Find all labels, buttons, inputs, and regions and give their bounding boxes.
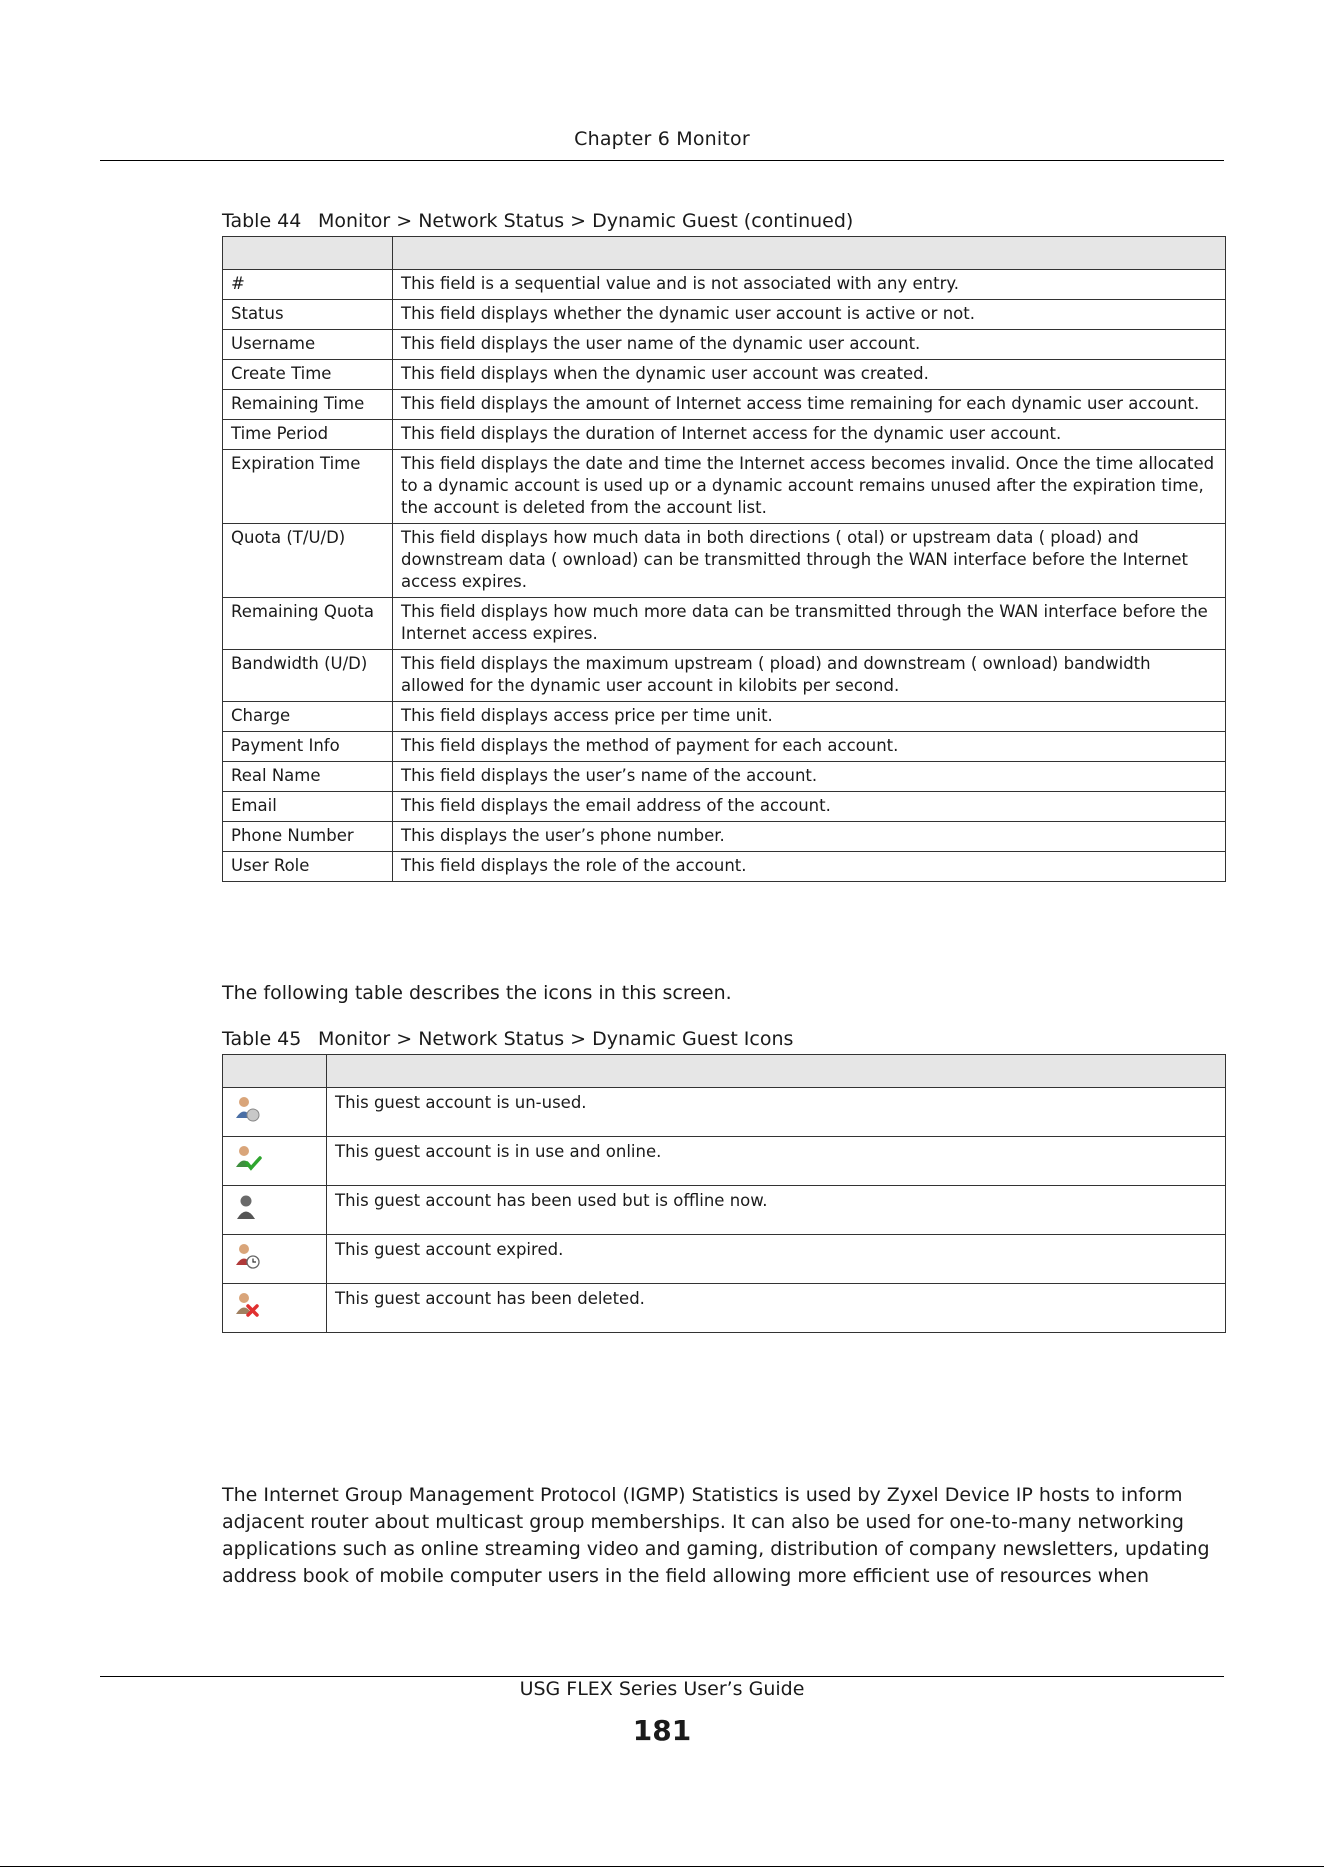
table-row xyxy=(223,702,1226,732)
dynamic-guest-icons-table xyxy=(222,1054,1226,1333)
field-label: Create Time xyxy=(223,360,393,390)
table-row xyxy=(223,598,1226,650)
field-label: Real Name xyxy=(223,762,393,792)
table-44-number: Table 44 xyxy=(222,210,302,232)
guide-title: USG FLEX Series User’s Guide xyxy=(519,1678,805,1700)
chapter-header: Chapter 6 Monitor xyxy=(574,128,750,150)
page-number: 181 xyxy=(632,1714,692,1747)
table-row xyxy=(223,330,1226,360)
table-row xyxy=(223,792,1226,822)
table-row xyxy=(223,852,1226,882)
table-row xyxy=(223,1186,1226,1235)
field-label: Bandwidth (U/D) xyxy=(223,650,393,702)
icon-description: This guest account has been used but is offline now. xyxy=(327,1186,1226,1235)
icon-description: This guest account expired. xyxy=(327,1235,1226,1284)
table-header-row xyxy=(223,1055,1226,1088)
field-label: Payment Info xyxy=(223,732,393,762)
table-44-title: Monitor > Network Status > Dynamic Guest (continued) xyxy=(318,210,854,232)
table-header-label xyxy=(223,237,393,270)
table-row xyxy=(223,300,1226,330)
table-row xyxy=(223,1088,1226,1137)
table-row xyxy=(223,1284,1226,1333)
icons-intro-text: The following table describes the icons in this screen. xyxy=(222,982,732,1004)
footer-divider xyxy=(100,1676,1224,1677)
page-bottom-line xyxy=(0,1866,1324,1867)
field-description: This field displays the role of the account. xyxy=(393,852,1226,882)
field-description: This field displays the maximum upstream ( pload) and downstream ( ownload) bandwidth allowed for the dynamic user account in kilobits per second. xyxy=(393,650,1226,702)
table-row xyxy=(223,822,1226,852)
field-description: This field displays access price per time unit. xyxy=(393,702,1226,732)
table-header-description xyxy=(393,237,1226,270)
table-45-number: Table 45 xyxy=(222,1028,302,1050)
header-divider xyxy=(100,160,1224,161)
field-description: This field displays when the dynamic user account was created. xyxy=(393,360,1226,390)
field-description: This field displays the user name of the dynamic user account. xyxy=(393,330,1226,360)
field-description: This field is a sequential value and is not associated with any entry. xyxy=(393,270,1226,300)
field-label: Phone Number xyxy=(223,822,393,852)
field-label: Email xyxy=(223,792,393,822)
field-label: Charge xyxy=(223,702,393,732)
field-description: This field displays how much more data can be transmitted through the WAN interface before the Internet access expires. xyxy=(393,598,1226,650)
field-label: Username xyxy=(223,330,393,360)
field-description: This field displays the amount of Internet access time remaining for each dynamic user account. xyxy=(393,390,1226,420)
table-row xyxy=(223,1235,1226,1284)
table-45-caption xyxy=(222,1028,793,1050)
table-row xyxy=(223,732,1226,762)
dynamic-guest-fields-table xyxy=(222,236,1226,882)
field-description: This field displays the date and time the Internet access becomes invalid. Once the time allocated to a dynamic account is used up or a dynamic account remains unused after the expiration time, the account is deleted from the account list. xyxy=(393,450,1226,524)
field-description: This field displays the duration of Internet access for the dynamic user account. xyxy=(393,420,1226,450)
table-row xyxy=(223,1137,1226,1186)
field-description: This field displays the user’s name of the account. xyxy=(393,762,1226,792)
field-label: Quota (T/U/D) xyxy=(223,524,393,598)
igmp-paragraph: The Internet Group Management Protocol (IGMP) Statistics is used by Zyxel Device IP hosts to inform adjacent router about multicast group memberships. It can also be used for one-to-many networking applications such as online streaming video and gaming, distribution of company newsletters, updating address book of mobile computer users in the field allowing more efficient use of resources when xyxy=(222,1484,1210,1587)
field-label: User Role xyxy=(223,852,393,882)
field-description: This field displays the email address of the account. xyxy=(393,792,1226,822)
table-45-title: Monitor > Network Status > Dynamic Guest Icons xyxy=(318,1028,794,1050)
guest-online-icon xyxy=(233,1143,318,1173)
table-row xyxy=(223,420,1226,450)
table-44-caption xyxy=(222,210,853,232)
field-description: This field displays the method of payment for each account. xyxy=(393,732,1226,762)
icon-description: This guest account has been deleted. xyxy=(327,1284,1226,1333)
table-row xyxy=(223,650,1226,702)
field-label: Remaining Time xyxy=(223,390,393,420)
table-header-description xyxy=(327,1055,1226,1088)
field-label: Time Period xyxy=(223,420,393,450)
field-description: This displays the user’s phone number. xyxy=(393,822,1226,852)
table-row xyxy=(223,360,1226,390)
field-description: This field displays how much data in both directions ( otal) or upstream data ( pload) and downstream data ( ownload) can be transmitted through the WAN interface before the Internet access expires. xyxy=(393,524,1226,598)
table-header-icon xyxy=(223,1055,327,1088)
table-row xyxy=(223,524,1226,598)
table-header-row xyxy=(223,237,1226,270)
field-description: This field displays whether the dynamic user account is active or not. xyxy=(393,300,1226,330)
table-row xyxy=(223,270,1226,300)
guest-deleted-icon xyxy=(233,1290,318,1320)
field-label: # xyxy=(223,270,393,300)
icon-description: This guest account is un-used. xyxy=(327,1088,1226,1137)
table-row xyxy=(223,390,1226,420)
guest-offline-icon xyxy=(233,1192,318,1222)
guest-unused-icon xyxy=(233,1094,318,1124)
table-row xyxy=(223,762,1226,792)
guest-expired-icon xyxy=(233,1241,318,1271)
field-label: Status xyxy=(223,300,393,330)
field-label: Expiration Time xyxy=(223,450,393,524)
icon-description: This guest account is in use and online. xyxy=(327,1137,1226,1186)
field-label: Remaining Quota xyxy=(223,598,393,650)
table-row xyxy=(223,450,1226,524)
